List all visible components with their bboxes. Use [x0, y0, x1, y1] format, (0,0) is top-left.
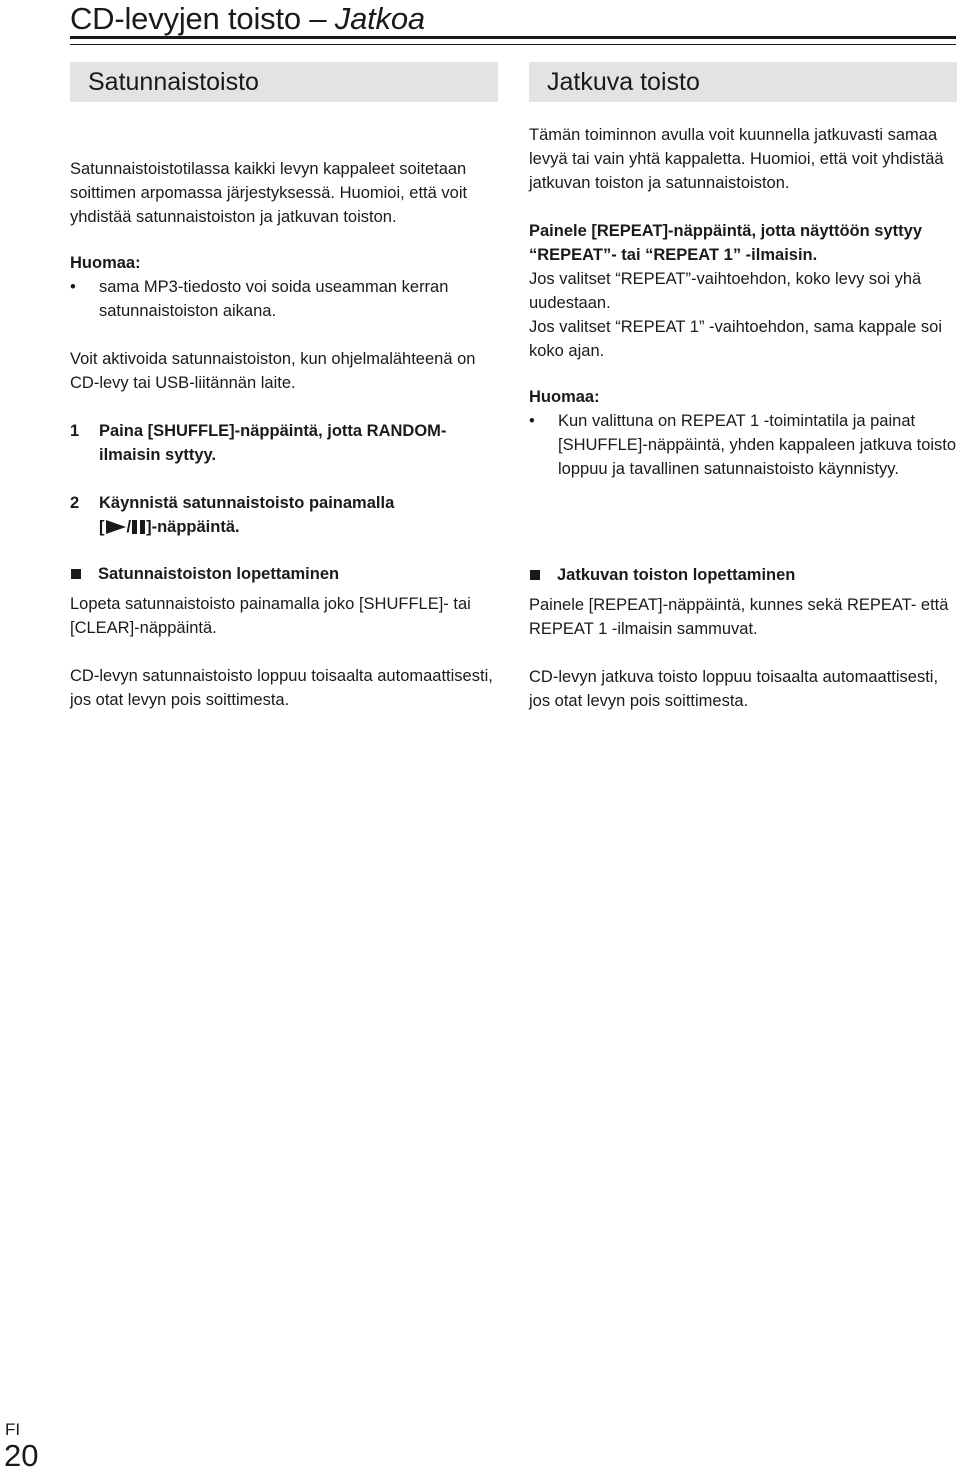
section-heading-repeat: Jatkuva toisto — [529, 62, 957, 102]
square-bullet-icon — [530, 570, 540, 580]
repeat-auto-text: CD-levyn jatkuva toisto loppuu toisaalta automaattisesti, jos otat levyn pois soittimesta. — [529, 668, 939, 710]
pause-icon — [132, 520, 145, 534]
section-heading-shuffle: Satunnaistoisto — [70, 62, 498, 102]
step-number: 2 — [70, 494, 80, 512]
shuffle-auto-text: CD-levyn satunnaistoisto loppuu toisaalta automaattisesti, jos otat levyn pois soittimesta. — [70, 667, 493, 709]
step-2: 2 Käynnistä satunnaistoisto painamalla [ / ]-näppäintä. — [70, 491, 498, 539]
activation-text: Voit aktivoida satunnaistoiston, kun ohjelmalähteenä on CD-levy tai USB-liitännän laite. — [70, 350, 476, 392]
shuffle-stop-block — [70, 562, 498, 712]
play-icon — [106, 520, 126, 534]
subheading-repeat-stop: Jatkuvan toiston lopettaminen — [529, 563, 957, 587]
note-bullet: • sama MP3-tiedosto voi soida useamman kerran satunnaistoiston aikana. — [70, 275, 498, 323]
left-column — [70, 62, 498, 539]
right-column — [529, 62, 957, 481]
page-title: CD-levyjen toisto – Jatkoa — [70, 1, 425, 36]
step-text: Käynnistä satunnaistoisto painamalla — [99, 494, 395, 512]
square-bullet-icon — [71, 569, 81, 579]
step-1 — [70, 419, 498, 467]
note-bullet: • Kun valittuna on REPEAT 1 -toimintatila ja painat [SHUFFLE]-näppäintä, yhden kappaleen jatkuva toisto loppuu ja tavallinen satunnaistoisto käynnistyy. — [529, 409, 957, 481]
shuffle-intro: Satunnaistoistotilassa kaikki levyn kappaleet soitetaan soittimen arpomassa järjestyksessä. Huomioi, että voit yhdistää satunnaistoiston ja jatkuvan toiston. — [70, 160, 468, 226]
repeat-press-text: Painele [REPEAT]-näppäintä, jotta näyttöön syttyy “REPEAT”- tai “REPEAT 1” -ilmaisin. — [529, 222, 922, 264]
step-text: Paina [SHUFFLE]-näppäintä, jotta RANDOM-ilmaisin syttyy. — [99, 422, 447, 464]
repeat-stop-block — [529, 563, 957, 713]
repeat-intro: Tämän toiminnon avulla voit kuunnella jatkuvasti samaa levyä tai vain yhtä kappaletta. Huomioi, että voit yhdistää jatkuvan toiston ja satunnaistoiston. — [529, 126, 944, 192]
repeat-option-1: Jos valitset “REPEAT”-vaihtoehdon, koko levy soi yhä uudestaan. — [529, 270, 922, 312]
title-rule — [70, 36, 956, 45]
note-label: Huomaa: — [529, 388, 600, 406]
note-label: Huomaa: — [70, 254, 141, 272]
page-number: 20 — [4, 1438, 39, 1473]
repeat-option-2: Jos valitset “REPEAT 1” -vaihtoehdon, sama kappale soi koko ajan. — [529, 318, 943, 360]
subheading-shuffle-stop: Satunnaistoiston lopettaminen — [70, 562, 498, 586]
language-code: FI — [5, 1420, 21, 1439]
step-number: 1 — [70, 422, 80, 440]
repeat-stop-text: Painele [REPEAT]-näppäintä, kunnes sekä REPEAT- että REPEAT 1 -ilmaisin sammuvat. — [529, 596, 949, 638]
shuffle-stop-text: Lopeta satunnaistoisto painamalla joko [SHUFFLE]- tai [CLEAR]-näppäintä. — [70, 595, 471, 637]
page-title-italic: Jatkoa — [334, 1, 425, 36]
